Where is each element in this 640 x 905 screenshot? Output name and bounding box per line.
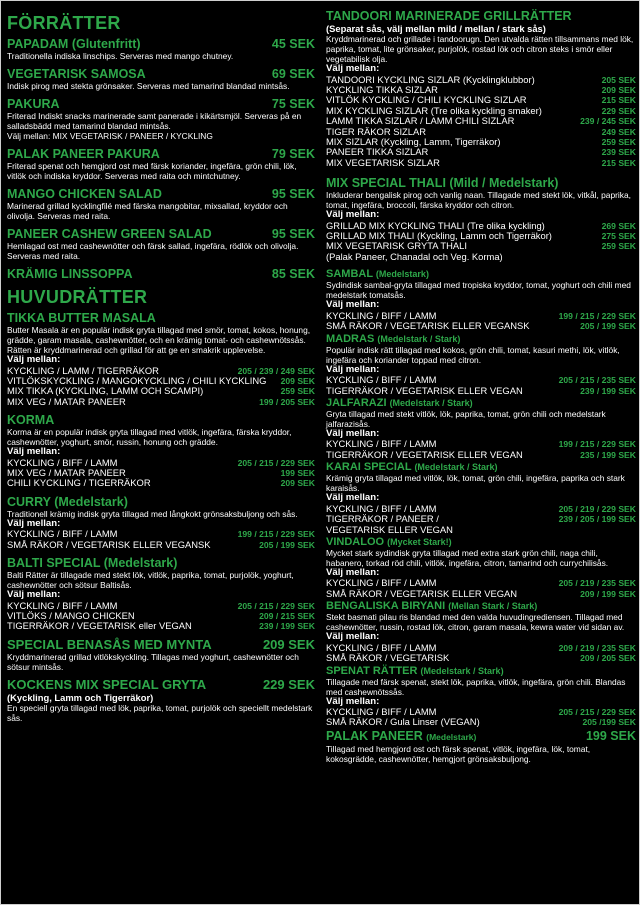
option-price: 205 / 215 / 229 SEK	[237, 457, 315, 468]
dish-title	[326, 461, 636, 473]
forratt-desc: Marinerad grillad kycklingfilé med färska mangobitar, mixsallad, kryddor och olivolja. Serveras med raita.	[7, 201, 288, 221]
option-price: 209 SEK	[280, 478, 315, 489]
dish-name: JALFARAZI	[326, 396, 387, 409]
option-label: TIGER RÄKOR SIZLAR	[326, 125, 427, 137]
option-label: KYCKLING / BIFF / LAMM	[326, 641, 437, 653]
option-label: VITLÖKSKYCKLING / MANGOKYCKLING / CHILI KYCKLING	[7, 374, 267, 386]
dish-desc: Tillagade med färsk spenat, stekt lök, paprika, vitlök, ingefära, grön chili. Blandas med cashewnötssås.	[326, 676, 626, 697]
right-dish-section	[326, 536, 636, 599]
option-price: 239 / 205 / 199 SEK	[558, 514, 636, 525]
forratt-price: 95 SEK	[271, 227, 315, 241]
tandoori-desc: Kryddmarinerad och grillade i tandoorugn. Den utvalda rätten tillsammans med lök, paprika, tomat, lite grönsaker, purjolök, rostad lök och citron steks i smör eller vegetabilisk olja.	[326, 34, 634, 64]
dish-title	[326, 268, 636, 280]
option-label: MIX VEGETARISK SIZLAR	[326, 156, 440, 168]
dish-desc: Stekt basmati pilau ris blandad med den valda huvudingrediensen. Tillagad med cashewnötter, russin, rostad lök, citron, garam masala, kewra water vid sidan av.	[326, 612, 625, 633]
dish-desc: Korma är en populär indisk gryta tillagad med vitlök, ingefära, färska kryddor, cashewnötter, yoghurt, smör, russin, honung och grädde.	[7, 427, 292, 448]
dish-choose: Välj mellan:	[7, 589, 61, 601]
forratter-list	[7, 37, 315, 281]
dish-choose: Välj mellan:	[7, 354, 61, 365]
dish-title: KORMA	[7, 413, 55, 428]
option-row	[326, 450, 636, 460]
palak-level: (Medelstark)	[426, 731, 477, 742]
option-label: KYCKLING / BIFF / LAMM	[326, 577, 437, 589]
forratt-name: MANGO CHICKEN SALAD	[7, 187, 162, 201]
option-price: 269 SEK	[601, 220, 636, 231]
forratt-price: 75 SEK	[271, 97, 315, 111]
dish-choose: Välj mellan:	[326, 492, 380, 504]
option-price: 259 SEK	[601, 241, 636, 252]
option-price: 229 SEK	[601, 105, 636, 116]
option-label: TIGERRÄKOR / VEGETARISK eller VEGAN	[7, 620, 192, 632]
option-price: 205 SEK	[601, 74, 636, 85]
tandoori-sub: (Separat sås, välj mellan mild / mellan / stark sås)	[326, 23, 546, 34]
option-label: KYCKLING / LAMM / TIGERRÄKOR	[7, 364, 159, 376]
option-label: TIGERRÄKOR / PANEER /	[326, 513, 439, 525]
dish-title	[326, 397, 636, 409]
option-row	[326, 252, 636, 262]
palak-desc: Tillagad med hemgjord ost och färsk spenat, vitlök, ingefära, lök, tomat, kokosgrädde, cashewnötter, hemgjort grönsaksbuljong.	[326, 743, 591, 764]
option-label: KYCKLING / BIFF / LAMM	[326, 309, 437, 321]
dish-desc: Krämig gryta tillagad med vitlök, lök, tomat, grön chili, ingefära, paprika och stark karaisås.	[326, 473, 625, 494]
option-label: MIX VEG / MATAR PANEER	[7, 467, 126, 479]
option-label: VEGETARISK ELLER VEGAN	[326, 523, 453, 535]
benasas-price: 209 SEK	[262, 636, 315, 652]
dish-choose: Välj mellan:	[326, 299, 380, 311]
forratt-title	[7, 227, 315, 241]
thali-choose: Välj mellan:	[326, 209, 380, 221]
option-label: KYCKLING / BIFF / LAMM	[326, 438, 437, 450]
forratt-desc: Friterad Indiskt snacks marinerade samt panerade i kikärtsmjöl. Serveras på en salladsbädd med tamarind blandad mintsås.	[7, 111, 302, 131]
option-label: PANEER TIKKA SIZLAR	[326, 146, 429, 158]
option-row	[326, 321, 636, 331]
right-dish-section	[326, 600, 636, 663]
right-column	[326, 1, 636, 770]
dish-choose: Välj mellan:	[7, 517, 61, 529]
option-label: GRILLAD MIX THALI (Kyckling, Lamm och Tigerräkor)	[326, 230, 552, 242]
forratt-item	[7, 227, 315, 261]
option-price: 215 SEK	[601, 95, 636, 106]
option-row	[326, 514, 636, 524]
option-label: (Palak Paneer, Chanadal och Veg. Korma)	[326, 250, 503, 262]
benasas-name: SPECIAL BENASÅS MED MYNTA	[7, 636, 212, 652]
forratt-item	[7, 97, 315, 141]
thali-options	[326, 221, 636, 263]
option-price: 259 SEK	[601, 136, 636, 147]
forratt-name: PAPADAM (Glutenfritt)	[7, 37, 141, 51]
option-row	[326, 653, 636, 663]
dish-title	[326, 665, 636, 677]
forratt-price: 45 SEK	[271, 37, 315, 51]
dish-level: (Medelstark)	[375, 269, 429, 280]
forratt-title	[7, 37, 315, 51]
kockens-sub: (Kyckling, Lamm och Tigerräkor)	[7, 691, 154, 703]
dish-title: TIKKA BUTTER MASALA	[7, 311, 156, 325]
option-price: 209 / 199 SEK	[580, 588, 636, 599]
option-label: KYCKLING / BIFF / LAMM	[7, 528, 118, 540]
forratt-item	[7, 267, 315, 281]
thali-title: MIX SPECIAL THALI (Mild / Medelstark)	[326, 176, 559, 191]
option-label: VITLÖKS / MANGO CHICKEN	[7, 610, 135, 622]
forratt-desc: Friterad spenat och hemgjord ost med färsk koriander, ingefära, grön chili, lök, vitlök och indiska kryddor. Serveras med raita och mintchutney.	[7, 161, 297, 181]
option-row	[326, 525, 636, 535]
left-sections	[7, 311, 315, 632]
right-dish-section	[326, 461, 636, 535]
dish-choose: Välj mellan:	[326, 695, 380, 707]
option-row	[326, 386, 636, 396]
forratt-desc: Traditionella indiska linschips. Serveras med mango chutney.	[7, 51, 234, 61]
option-label: TANDOORI KYCKLING SIZLAR (Kycklingklubbor)	[326, 73, 535, 85]
option-price: 205 / 199 SEK	[580, 321, 636, 332]
thali-section	[326, 176, 636, 262]
option-label: LAMM TIKKA SIZLAR / LAMM CHILI SIZLAR	[326, 115, 515, 127]
dish-name: BENGALISKA BIRYANI	[326, 600, 446, 613]
forratt-price: 69 SEK	[271, 67, 315, 81]
option-price: 199 / 215 / 229 SEK	[558, 439, 636, 450]
option-label: SMÅ RÄKOR / VEGETARISK	[326, 652, 450, 664]
option-label: KYCKLING TIKKA SIZLAR	[326, 83, 438, 95]
benasas-title	[7, 638, 315, 652]
dish-title	[326, 333, 636, 345]
palak-price: 199 SEK	[585, 728, 636, 743]
option-price: 199 / 215 / 229 SEK	[237, 529, 315, 540]
dish-desc: Sydindisk sambal-gryta tillagad med tropiska kryddor, tomat, yoghurt och chili med medelstark tomatsås.	[326, 280, 631, 301]
dish-title	[326, 536, 636, 548]
option-label: KYCKLING / BIFF / LAMM	[7, 599, 118, 611]
option-label: TIGERRÄKOR / VEGETARISK ELLER VEGAN	[326, 384, 523, 396]
option-label: KYCKLING / BIFF / LAMM	[326, 502, 437, 514]
option-row	[326, 375, 636, 385]
option-price: 199 SEK	[280, 468, 315, 479]
forratt-name: PAKURA	[7, 97, 60, 111]
right-dish-section	[326, 665, 636, 728]
option-row	[326, 116, 636, 126]
forratt-name: PANEER CASHEW GREEN SALAD	[7, 227, 212, 241]
dish-desc: Traditionell krämig indisk gryta tillagad med långkokt grönsaksbuljong och sås.	[7, 508, 298, 519]
dish-desc: Butter Masala är en populär indisk gryta tillagad med smör, tomat, kokos, honung, grädde, garam masala, cashewnötter, och en krämig tomat- och cashewnötssås. Rätten är kryddmarinerad och grillad för att ge en smakrik upplevelse.	[7, 325, 311, 355]
forratt-item	[7, 187, 315, 221]
kockens-item	[7, 678, 315, 723]
forratt-item	[7, 67, 315, 91]
dish-title: BALTI SPECIAL (Medelstark)	[7, 556, 178, 571]
right-dish-section	[326, 268, 636, 331]
option-label: MIX VEGETARISK GRYTA THALI	[326, 240, 468, 252]
dish-level: (Medelstark / Stark)	[389, 397, 473, 408]
dish-name: VINDALOO	[326, 535, 385, 548]
dish-name: SPENAT RÄTTER	[326, 664, 418, 677]
dish-level: (Mycket Stark!)	[387, 536, 452, 547]
option-price: 205 / 219 / 229 SEK	[558, 503, 636, 514]
option-row	[7, 397, 315, 407]
option-price: 239 / 199 SEK	[259, 621, 315, 632]
option-label: SMÅ RÄKOR / VEGETARISK ELLER VEGANSK	[7, 538, 211, 550]
option-price: 209 SEK	[601, 84, 636, 95]
dish-name: KARAI SPECIAL	[326, 461, 412, 474]
kockens-desc: En speciell gryta tillagad med lök, paprika, tomat, purjolök och speciellt medelstark sås.	[7, 702, 313, 723]
option-row	[7, 621, 315, 631]
forratt-extra: Välj mellan: MIX VEGETARISK / PANEER / KYCKLING	[7, 131, 213, 141]
dish-title	[326, 600, 636, 612]
option-price: 205 / 215 / 229 SEK	[558, 707, 636, 718]
option-price: 239 / 199 SEK	[580, 385, 636, 396]
kockens-price: 229 SEK	[262, 676, 315, 692]
forratt-name: KRÄMIG LINSSOPPA	[7, 267, 133, 281]
left-dish-section	[7, 495, 315, 550]
option-label: KYCKLING / BIFF / LAMM	[326, 706, 437, 718]
huvudratter-heading: HUVUDRÄTTER	[7, 287, 148, 307]
benasas-desc: Kryddmarinerad grillad vitlökskyckling. Tillagas med yoghurt, cashewnötter och sötsur mintsås.	[7, 651, 299, 672]
tandoori-options	[326, 75, 636, 169]
dish-desc: Balti Rätter är tillagade med stekt lök, vitlök, paprika, tomat, purjolök, yoghurt, cashewnötter och sötsur Baltisås.	[7, 570, 294, 591]
kockens-name: KOCKENS MIX SPECIAL GRYTA	[7, 676, 207, 692]
dish-choose: Välj mellan:	[326, 363, 380, 375]
right-dish-section	[326, 333, 636, 396]
option-label: KYCKLING / BIFF / LAMM	[7, 456, 118, 468]
benasas-item	[7, 638, 315, 672]
left-column	[7, 1, 315, 729]
option-label: SMÅ RÄKOR / Gula Linser (VEGAN)	[326, 716, 480, 728]
palak-name: PALAK PANEER	[326, 728, 423, 743]
option-row	[326, 158, 636, 168]
option-label: MIX KYCKLING SIZLAR (Tre olika kyckling smaker)	[326, 104, 542, 116]
option-price: 215 SEK	[601, 157, 636, 168]
option-price: 259 SEK	[280, 386, 315, 397]
kockens-title	[7, 678, 315, 692]
dish-choose: Välj mellan:	[7, 446, 61, 458]
option-price: 249 SEK	[601, 126, 636, 137]
dish-desc: Populär indisk rätt tillagad med kokos, grön chili, tomat, kasuri methi, lök, vitlök, ingefära och koriander toppad med citron.	[326, 344, 620, 365]
option-row	[326, 589, 636, 599]
dish-name: SAMBAL	[326, 268, 373, 281]
dish-level: (Medelstark / Stark)	[377, 333, 461, 344]
option-price: 199 / 205 SEK	[259, 396, 315, 407]
forratter-heading: FÖRRÄTTER	[7, 13, 121, 33]
dish-choose: Välj mellan:	[326, 427, 380, 439]
option-price: 209 / 215 SEK	[259, 611, 315, 622]
dish-choose: Välj mellan:	[326, 631, 380, 643]
left-dish-section	[7, 556, 315, 632]
option-label: GRILLAD MIX KYCKLING THALI (Tre olika kyckling)	[326, 219, 545, 231]
thali-desc: Inkluderar bengalisk pirog och vanlig naan. Tillagade med stekt lök, vitkål, paprika, tomat, ingefära, broccoli, färska kryddor och citron.	[326, 190, 631, 211]
option-price: 205 / 215 / 235 SEK	[558, 375, 636, 386]
forratt-title	[7, 187, 315, 201]
option-label: SMÅ RÄKOR / VEGETARISK ELLER VEGAN	[326, 587, 518, 599]
option-label: CHILI KYCKLING / TIGERRÄKOR	[7, 477, 151, 489]
option-label: SMÅ RÄKOR / VEGETARISK ELLER VEGANSK	[326, 320, 530, 332]
option-price: 205 / 199 SEK	[259, 539, 315, 550]
option-price: 199 / 215 / 229 SEK	[558, 310, 636, 321]
option-label: TIGERRÄKOR / VEGETARISK ELLER VEGAN	[326, 448, 523, 460]
option-label: MIX VEG / MATAR PANEER	[7, 395, 126, 407]
forratt-title	[7, 147, 315, 161]
option-label: VITLÖK KYCKLING / CHILI KYCKLING SIZLAR	[326, 94, 527, 106]
forratt-name: VEGETARISK SAMOSA	[7, 67, 146, 81]
dish-desc: Mycket stark sydindisk gryta tillagad med extra stark grön chili, naga chili, habanero, torkad röd chili, vitlök, ingefära, citron, tamarind och currychilisås.	[326, 547, 609, 568]
tandoori-choose: Välj mellan:	[326, 63, 380, 74]
forratt-price: 95 SEK	[271, 187, 315, 201]
left-dish-section	[7, 311, 315, 407]
tandoori-section	[326, 9, 636, 168]
palak-title	[326, 729, 636, 744]
forratt-price: 79 SEK	[271, 147, 315, 161]
dish-name: MADRAS	[326, 332, 375, 345]
option-price: 235 / 199 SEK	[580, 449, 636, 460]
option-price: 205 / 239 / 249 SEK	[237, 365, 315, 376]
forratt-item	[7, 147, 315, 181]
dish-choose: Välj mellan:	[326, 566, 380, 578]
dish-level: (Medelstark / Stark)	[414, 462, 498, 473]
right-dish-section	[326, 397, 636, 460]
option-price: 239 / 245 SEK	[580, 116, 636, 127]
option-row	[326, 717, 636, 727]
palak-section	[326, 729, 636, 764]
option-label: MIX SIZLAR (Kyckling, Lamm, Tigerräkor)	[326, 135, 501, 147]
option-label: MIX TIKKA (KYCKLING, LAMM OCH SCAMPI)	[7, 385, 204, 397]
forratt-title	[7, 267, 315, 281]
dish-level: (Medelstark / Stark)	[420, 665, 504, 676]
forratt-name: PALAK PANEER PAKURA	[7, 147, 160, 161]
option-row	[7, 478, 315, 488]
option-price: 239 SEK	[601, 147, 636, 158]
left-dish-section	[7, 413, 315, 489]
forratt-price: 85 SEK	[271, 267, 315, 281]
option-price: 205 / 219 / 235 SEK	[558, 578, 636, 589]
dish-desc: Gryta tillagad med stekt vitlök, lök, paprika, tomat, grön chili och medelstark jalfarazisås.	[326, 408, 606, 429]
option-price: 205 / 215 / 229 SEK	[237, 600, 315, 611]
tandoori-title: TANDOORI MARINERADE GRILLRÄTTER	[326, 9, 572, 23]
option-price: 205 /199 SEK	[582, 717, 636, 728]
option-price: 209 / 219 / 235 SEK	[558, 642, 636, 653]
option-price: 209 SEK	[280, 375, 315, 386]
option-price: 209 / 205 SEK	[580, 653, 636, 664]
forratt-title	[7, 97, 315, 111]
dish-title: CURRY (Medelstark)	[7, 494, 128, 509]
option-row	[7, 540, 315, 550]
dish-level: (Mellan Stark / Stark)	[448, 601, 538, 612]
forratt-desc: Hemlagad ost med cashewnötter och färsk sallad, ingefära, rödlök och olivolja. Serveras med raita.	[7, 241, 299, 261]
forratt-title	[7, 67, 315, 81]
forratt-item	[7, 37, 315, 61]
option-price: 275 SEK	[601, 231, 636, 242]
forratt-desc: Indisk pirog med stekta grönsaker. Serveras med tamarind blandad mintsås.	[7, 81, 290, 91]
right-sections	[326, 268, 636, 728]
option-label: KYCKLING / BIFF / LAMM	[326, 374, 437, 386]
